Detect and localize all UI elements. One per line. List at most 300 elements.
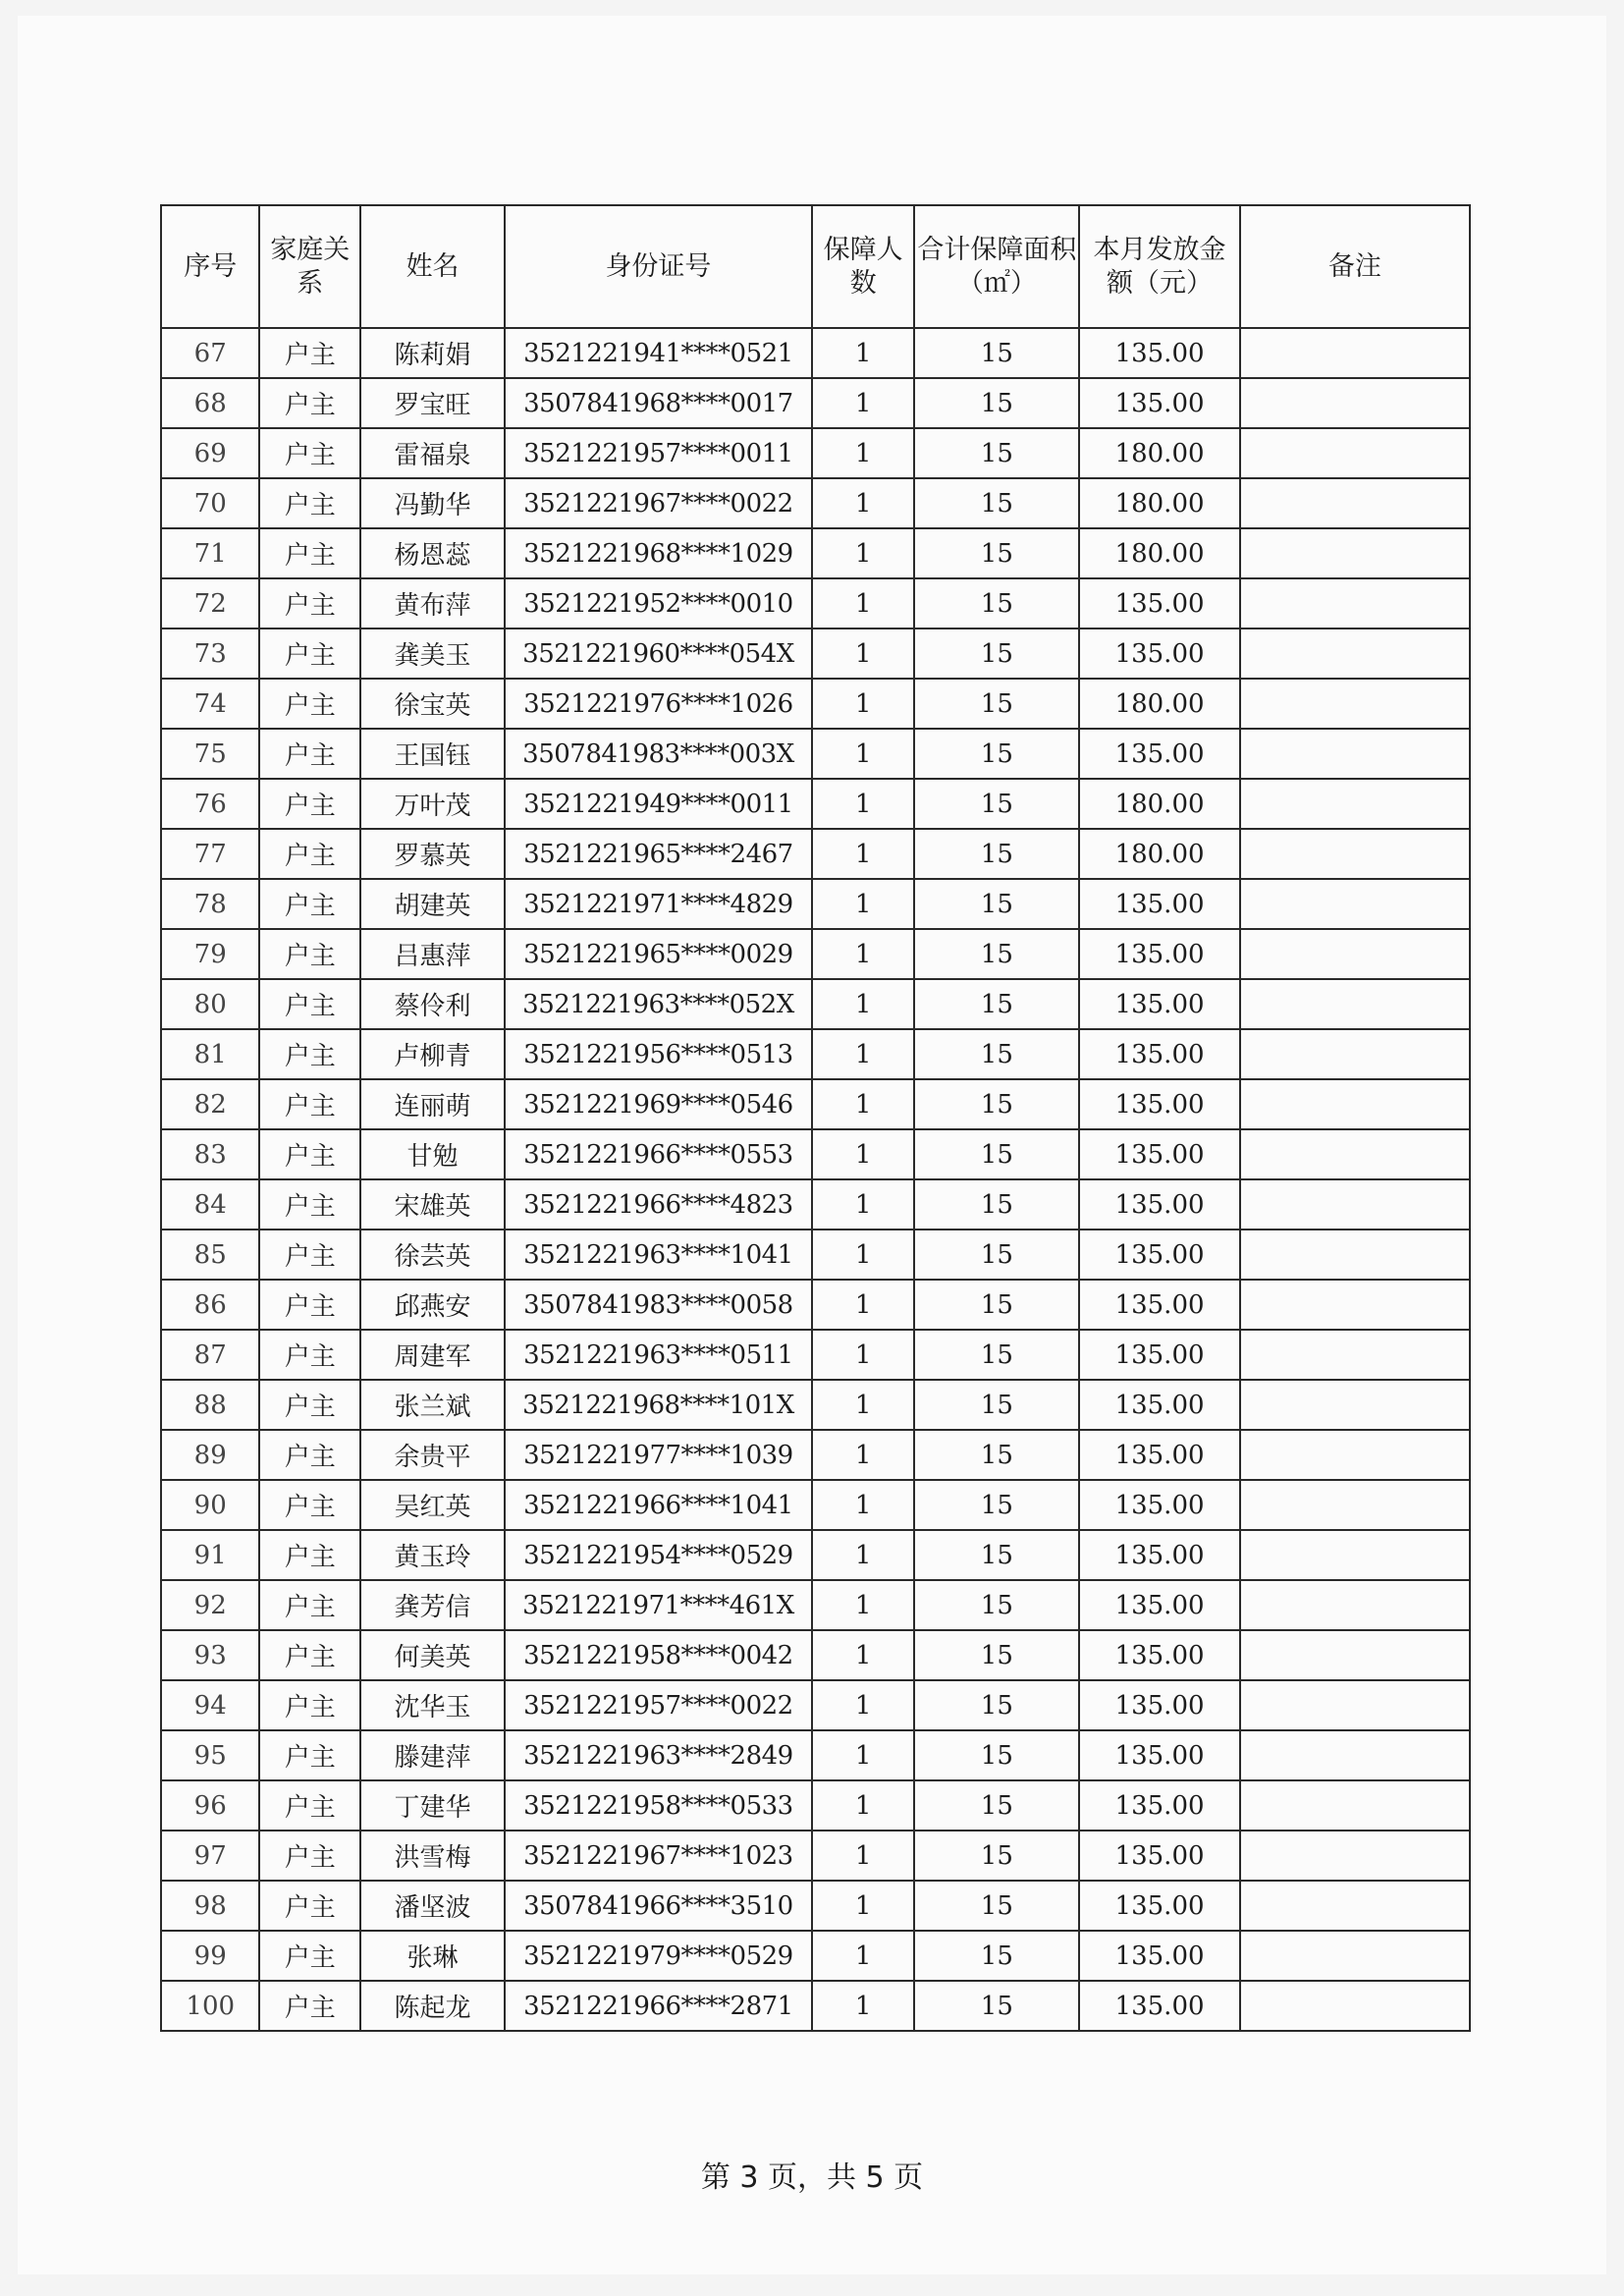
cell-persons: 1: [812, 1079, 915, 1129]
cell-name: 陈莉娟: [360, 328, 505, 378]
cell-remark: [1240, 478, 1470, 528]
cell-relation: 户主: [259, 929, 360, 979]
cell-relation: 户主: [259, 1530, 360, 1580]
cell-remark: [1240, 1430, 1470, 1480]
cell-relation: 户主: [259, 578, 360, 629]
cell-id-number: 3521221968****101X: [505, 1380, 812, 1430]
cell-amount: 135.00: [1079, 1630, 1240, 1680]
cell-remark: [1240, 1981, 1470, 2031]
cell-amount: 135.00: [1079, 1680, 1240, 1730]
cell-no: 78: [161, 879, 259, 929]
cell-relation: 户主: [259, 1981, 360, 2031]
cell-area: 15: [914, 1480, 1079, 1530]
cell-area: 15: [914, 528, 1079, 578]
cell-name: 王国钰: [360, 729, 505, 779]
cell-no: 87: [161, 1330, 259, 1380]
cell-amount: 135.00: [1079, 1330, 1240, 1380]
cell-amount: 135.00: [1079, 879, 1240, 929]
cell-remark: [1240, 1330, 1470, 1380]
table-row: [161, 1230, 1470, 1280]
cell-area: 15: [914, 929, 1079, 979]
cell-remark: [1240, 1831, 1470, 1881]
cell-no: 69: [161, 428, 259, 478]
cell-relation: 户主: [259, 1480, 360, 1530]
cell-persons: 1: [812, 1730, 915, 1780]
cell-id-number: 3521221966****4823: [505, 1179, 812, 1230]
cell-persons: 1: [812, 1230, 915, 1280]
cell-id-number: 3521221957****0011: [505, 428, 812, 478]
cell-remark: [1240, 1029, 1470, 1079]
cell-amount: 180.00: [1079, 428, 1240, 478]
cell-area: 15: [914, 428, 1079, 478]
cell-area: 15: [914, 478, 1079, 528]
cell-name: 洪雪梅: [360, 1831, 505, 1881]
table-row: [161, 578, 1470, 629]
cell-name: 张兰斌: [360, 1380, 505, 1430]
cell-name: 宋雄英: [360, 1179, 505, 1230]
cell-persons: 1: [812, 578, 915, 629]
cell-name: 杨恩蕊: [360, 528, 505, 578]
cell-no: 99: [161, 1931, 259, 1981]
header-area: 合计保障面积（㎡）: [914, 205, 1079, 328]
table-row: [161, 729, 1470, 779]
table-row: [161, 1730, 1470, 1780]
cell-id-number: 3521221965****0029: [505, 929, 812, 979]
cell-relation: 户主: [259, 679, 360, 729]
cell-relation: 户主: [259, 1330, 360, 1380]
cell-persons: 1: [812, 929, 915, 979]
cell-remark: [1240, 1380, 1470, 1430]
cell-id-number: 3521221963****2849: [505, 1730, 812, 1780]
cell-area: 15: [914, 1831, 1079, 1881]
cell-amount: 135.00: [1079, 378, 1240, 428]
table-row: [161, 1580, 1470, 1630]
cell-relation: 户主: [259, 1831, 360, 1881]
cell-no: 92: [161, 1580, 259, 1630]
cell-persons: 1: [812, 629, 915, 679]
cell-area: 15: [914, 1079, 1079, 1129]
cell-name: 滕建萍: [360, 1730, 505, 1780]
header-amount: 本月发放金额（元）: [1079, 205, 1240, 328]
cell-name: 冯勤华: [360, 478, 505, 528]
cell-area: 15: [914, 779, 1079, 829]
cell-relation: 户主: [259, 1730, 360, 1780]
cell-amount: 180.00: [1079, 528, 1240, 578]
cell-area: 15: [914, 1730, 1079, 1780]
cell-amount: 135.00: [1079, 328, 1240, 378]
cell-remark: [1240, 1530, 1470, 1580]
cell-name: 邱燕安: [360, 1280, 505, 1330]
cell-id-number: 3507841983****0058: [505, 1280, 812, 1330]
cell-persons: 1: [812, 1330, 915, 1380]
cell-area: 15: [914, 729, 1079, 779]
table-row: [161, 378, 1470, 428]
cell-name: 卢柳青: [360, 1029, 505, 1079]
cell-amount: 135.00: [1079, 1079, 1240, 1129]
cell-remark: [1240, 1580, 1470, 1630]
cell-area: 15: [914, 1380, 1079, 1430]
cell-name: 罗宝旺: [360, 378, 505, 428]
cell-remark: [1240, 1931, 1470, 1981]
cell-persons: 1: [812, 1630, 915, 1680]
cell-no: 68: [161, 378, 259, 428]
cell-id-number: 3521221960****054X: [505, 629, 812, 679]
cell-no: 71: [161, 528, 259, 578]
cell-persons: 1: [812, 1029, 915, 1079]
header-persons: 保障人数: [812, 205, 915, 328]
cell-id-number: 3521221977****1039: [505, 1430, 812, 1480]
header-name: 姓名: [360, 205, 505, 328]
cell-id-number: 3521221971****461X: [505, 1580, 812, 1630]
cell-name: 黄布萍: [360, 578, 505, 629]
cell-persons: 1: [812, 478, 915, 528]
table-row: [161, 829, 1470, 879]
cell-remark: [1240, 1179, 1470, 1230]
cell-area: 15: [914, 679, 1079, 729]
cell-amount: 135.00: [1079, 979, 1240, 1029]
cell-relation: 户主: [259, 1630, 360, 1680]
cell-amount: 135.00: [1079, 1430, 1240, 1480]
cell-name: 罗慕英: [360, 829, 505, 879]
cell-area: 15: [914, 1129, 1079, 1179]
cell-area: 15: [914, 578, 1079, 629]
cell-relation: 户主: [259, 1230, 360, 1280]
table-row: [161, 1530, 1470, 1580]
cell-no: 97: [161, 1831, 259, 1881]
table-row: [161, 679, 1470, 729]
cell-area: 15: [914, 1430, 1079, 1480]
cell-id-number: 3507841966****3510: [505, 1881, 812, 1931]
cell-remark: [1240, 629, 1470, 679]
cell-amount: 135.00: [1079, 1029, 1240, 1079]
cell-no: 89: [161, 1430, 259, 1480]
cell-area: 15: [914, 879, 1079, 929]
table-row: [161, 1129, 1470, 1179]
cell-persons: 1: [812, 829, 915, 879]
cell-persons: 1: [812, 1881, 915, 1931]
table-row: [161, 1931, 1470, 1981]
cell-amount: 135.00: [1079, 578, 1240, 629]
cell-relation: 户主: [259, 1780, 360, 1831]
cell-amount: 135.00: [1079, 1480, 1240, 1530]
table-row: [161, 1280, 1470, 1330]
table-row: [161, 428, 1470, 478]
cell-amount: 180.00: [1079, 679, 1240, 729]
cell-amount: 180.00: [1079, 829, 1240, 879]
cell-remark: [1240, 929, 1470, 979]
cell-id-number: 3521221968****1029: [505, 528, 812, 578]
cell-no: 86: [161, 1280, 259, 1330]
cell-name: 蔡伶利: [360, 979, 505, 1029]
cell-id-number: 3507841983****003X: [505, 729, 812, 779]
cell-no: 75: [161, 729, 259, 779]
cell-amount: 135.00: [1079, 1881, 1240, 1931]
table-row: [161, 1881, 1470, 1931]
cell-relation: 户主: [259, 1079, 360, 1129]
cell-remark: [1240, 879, 1470, 929]
cell-persons: 1: [812, 1931, 915, 1981]
cell-no: 80: [161, 979, 259, 1029]
table-row: [161, 1831, 1470, 1881]
cell-relation: 户主: [259, 1179, 360, 1230]
cell-relation: 户主: [259, 629, 360, 679]
cell-no: 76: [161, 779, 259, 829]
cell-id-number: 3521221963****1041: [505, 1230, 812, 1280]
cell-remark: [1240, 1079, 1470, 1129]
cell-name: 周建军: [360, 1330, 505, 1380]
cell-relation: 户主: [259, 478, 360, 528]
cell-remark: [1240, 578, 1470, 629]
cell-relation: 户主: [259, 1029, 360, 1079]
cell-name: 张琳: [360, 1931, 505, 1981]
cell-persons: 1: [812, 1580, 915, 1630]
page-number: 第 3 页，共 5 页: [700, 2160, 924, 2195]
cell-remark: [1240, 829, 1470, 879]
cell-id-number: 3521221963****052X: [505, 979, 812, 1029]
cell-name: 龚美玉: [360, 629, 505, 679]
cell-relation: 户主: [259, 1430, 360, 1480]
cell-id-number: 3521221966****2871: [505, 1981, 812, 2031]
cell-persons: 1: [812, 1530, 915, 1580]
cell-name: 胡建英: [360, 879, 505, 929]
table-row: [161, 328, 1470, 378]
table-row: [161, 1330, 1470, 1380]
cell-persons: 1: [812, 729, 915, 779]
cell-relation: 户主: [259, 779, 360, 829]
cell-no: 90: [161, 1480, 259, 1530]
cell-persons: 1: [812, 1179, 915, 1230]
cell-amount: 135.00: [1079, 629, 1240, 679]
cell-no: 83: [161, 1129, 259, 1179]
cell-persons: 1: [812, 1129, 915, 1179]
header-no: 序号: [161, 205, 259, 328]
cell-name: 沈华玉: [360, 1680, 505, 1730]
cell-id-number: 3521221965****2467: [505, 829, 812, 879]
cell-area: 15: [914, 378, 1079, 428]
cell-relation: 户主: [259, 829, 360, 879]
cell-id-number: 3521221963****0511: [505, 1330, 812, 1380]
cell-amount: 135.00: [1079, 1981, 1240, 2031]
cell-id-number: 3521221956****0513: [505, 1029, 812, 1079]
cell-persons: 1: [812, 1831, 915, 1881]
cell-persons: 1: [812, 528, 915, 578]
cell-persons: 1: [812, 1430, 915, 1480]
cell-remark: [1240, 779, 1470, 829]
cell-id-number: 3521221949****0011: [505, 779, 812, 829]
cell-no: 67: [161, 328, 259, 378]
cell-id-number: 3521221976****1026: [505, 679, 812, 729]
cell-relation: 户主: [259, 428, 360, 478]
cell-id-number: 3521221958****0533: [505, 1780, 812, 1831]
cell-no: 84: [161, 1179, 259, 1230]
cell-id-number: 3521221966****0553: [505, 1129, 812, 1179]
cell-remark: [1240, 679, 1470, 729]
table-row: [161, 1179, 1470, 1230]
table-row: [161, 1480, 1470, 1530]
cell-name: 陈起龙: [360, 1981, 505, 2031]
cell-persons: 1: [812, 378, 915, 428]
cell-id-number: 3521221954****0529: [505, 1530, 812, 1580]
header-remark: 备注: [1240, 205, 1470, 328]
cell-name: 黄玉玲: [360, 1530, 505, 1580]
cell-name: 余贵平: [360, 1430, 505, 1480]
cell-relation: 户主: [259, 1881, 360, 1931]
cell-amount: 135.00: [1079, 729, 1240, 779]
cell-name: 龚芳信: [360, 1580, 505, 1630]
cell-area: 15: [914, 1780, 1079, 1831]
table-row: [161, 929, 1470, 979]
cell-area: 15: [914, 1029, 1079, 1079]
table-row: [161, 1680, 1470, 1730]
cell-relation: 户主: [259, 1680, 360, 1730]
cell-amount: 135.00: [1079, 1831, 1240, 1881]
cell-remark: [1240, 1280, 1470, 1330]
cell-id-number: 3521221979****0529: [505, 1931, 812, 1981]
cell-area: 15: [914, 1280, 1079, 1330]
cell-no: 72: [161, 578, 259, 629]
cell-no: 88: [161, 1380, 259, 1430]
cell-name: 连丽萌: [360, 1079, 505, 1129]
cell-amount: 135.00: [1079, 1530, 1240, 1580]
cell-relation: 户主: [259, 1280, 360, 1330]
cell-no: 82: [161, 1079, 259, 1129]
cell-name: 吕惠萍: [360, 929, 505, 979]
cell-persons: 1: [812, 779, 915, 829]
cell-id-number: 3521221957****0022: [505, 1680, 812, 1730]
cell-relation: 户主: [259, 729, 360, 779]
cell-amount: 135.00: [1079, 1280, 1240, 1330]
cell-persons: 1: [812, 679, 915, 729]
cell-amount: 180.00: [1079, 478, 1240, 528]
cell-id-number: 3521221958****0042: [505, 1630, 812, 1680]
cell-amount: 135.00: [1079, 1380, 1240, 1430]
cell-remark: [1240, 1630, 1470, 1680]
cell-remark: [1240, 1881, 1470, 1931]
cell-remark: [1240, 729, 1470, 779]
cell-area: 15: [914, 1230, 1079, 1280]
cell-name: 甘勉: [360, 1129, 505, 1179]
cell-remark: [1240, 1480, 1470, 1530]
cell-persons: 1: [812, 1380, 915, 1430]
cell-no: 85: [161, 1230, 259, 1280]
cell-remark: [1240, 1780, 1470, 1831]
table-row: [161, 779, 1470, 829]
cell-id-number: 3521221941****0521: [505, 328, 812, 378]
cell-no: 81: [161, 1029, 259, 1079]
table-body: [161, 328, 1470, 2031]
cell-no: 74: [161, 679, 259, 729]
cell-area: 15: [914, 629, 1079, 679]
cell-area: 15: [914, 1530, 1079, 1580]
cell-area: 15: [914, 1881, 1079, 1931]
cell-area: 15: [914, 1981, 1079, 2031]
cell-persons: 1: [812, 979, 915, 1029]
cell-amount: 135.00: [1079, 1780, 1240, 1831]
table-row: [161, 1630, 1470, 1680]
cell-no: 96: [161, 1780, 259, 1831]
cell-name: 徐宝英: [360, 679, 505, 729]
cell-relation: 户主: [259, 879, 360, 929]
cell-area: 15: [914, 328, 1079, 378]
table-row: [161, 1780, 1470, 1831]
cell-id-number: 3521221952****0010: [505, 578, 812, 629]
cell-remark: [1240, 1230, 1470, 1280]
cell-persons: 1: [812, 428, 915, 478]
header-row: [161, 205, 1470, 328]
cell-no: 79: [161, 929, 259, 979]
cell-area: 15: [914, 1580, 1079, 1630]
table-row: [161, 1029, 1470, 1079]
cell-relation: 户主: [259, 1931, 360, 1981]
cell-no: 100: [161, 1981, 259, 2031]
cell-relation: 户主: [259, 528, 360, 578]
table-row: [161, 1380, 1470, 1430]
table-row: [161, 879, 1470, 929]
cell-id-number: 3521221971****4829: [505, 879, 812, 929]
cell-remark: [1240, 328, 1470, 378]
table-row: [161, 979, 1470, 1029]
cell-remark: [1240, 1730, 1470, 1780]
cell-area: 15: [914, 1179, 1079, 1230]
cell-persons: 1: [812, 879, 915, 929]
cell-no: 77: [161, 829, 259, 879]
cell-id-number: 3521221967****1023: [505, 1831, 812, 1881]
cell-remark: [1240, 378, 1470, 428]
cell-area: 15: [914, 1931, 1079, 1981]
cell-no: 91: [161, 1530, 259, 1580]
cell-no: 98: [161, 1881, 259, 1931]
cell-area: 15: [914, 1330, 1079, 1380]
cell-persons: 1: [812, 1480, 915, 1530]
cell-amount: 135.00: [1079, 1931, 1240, 1981]
table-row: [161, 528, 1470, 578]
cell-id-number: 3521221967****0022: [505, 478, 812, 528]
cell-no: 70: [161, 478, 259, 528]
cell-no: 73: [161, 629, 259, 679]
cell-remark: [1240, 1129, 1470, 1179]
cell-relation: 户主: [259, 328, 360, 378]
cell-relation: 户主: [259, 1580, 360, 1630]
cell-no: 93: [161, 1630, 259, 1680]
cell-remark: [1240, 528, 1470, 578]
cell-name: 丁建华: [360, 1780, 505, 1831]
cell-amount: 135.00: [1079, 1230, 1240, 1280]
cell-amount: 135.00: [1079, 1179, 1240, 1230]
cell-area: 15: [914, 1680, 1079, 1730]
cell-no: 94: [161, 1680, 259, 1730]
cell-name: 雷福泉: [360, 428, 505, 478]
cell-relation: 户主: [259, 378, 360, 428]
cell-amount: 180.00: [1079, 779, 1240, 829]
cell-amount: 135.00: [1079, 1129, 1240, 1179]
cell-no: 95: [161, 1730, 259, 1780]
header-id-number: 身份证号: [505, 205, 812, 328]
cell-persons: 1: [812, 1981, 915, 2031]
table-row: [161, 1430, 1470, 1480]
cell-remark: [1240, 979, 1470, 1029]
cell-name: 吴红英: [360, 1480, 505, 1530]
cell-relation: 户主: [259, 1129, 360, 1179]
cell-remark: [1240, 428, 1470, 478]
cell-persons: 1: [812, 1280, 915, 1330]
subsidy-roster-table: [160, 204, 1471, 2032]
cell-remark: [1240, 1680, 1470, 1730]
cell-name: 何美英: [360, 1630, 505, 1680]
table-row: [161, 1079, 1470, 1129]
cell-area: 15: [914, 1630, 1079, 1680]
table-row: [161, 478, 1470, 528]
header-relation: 家庭关系: [259, 205, 360, 328]
